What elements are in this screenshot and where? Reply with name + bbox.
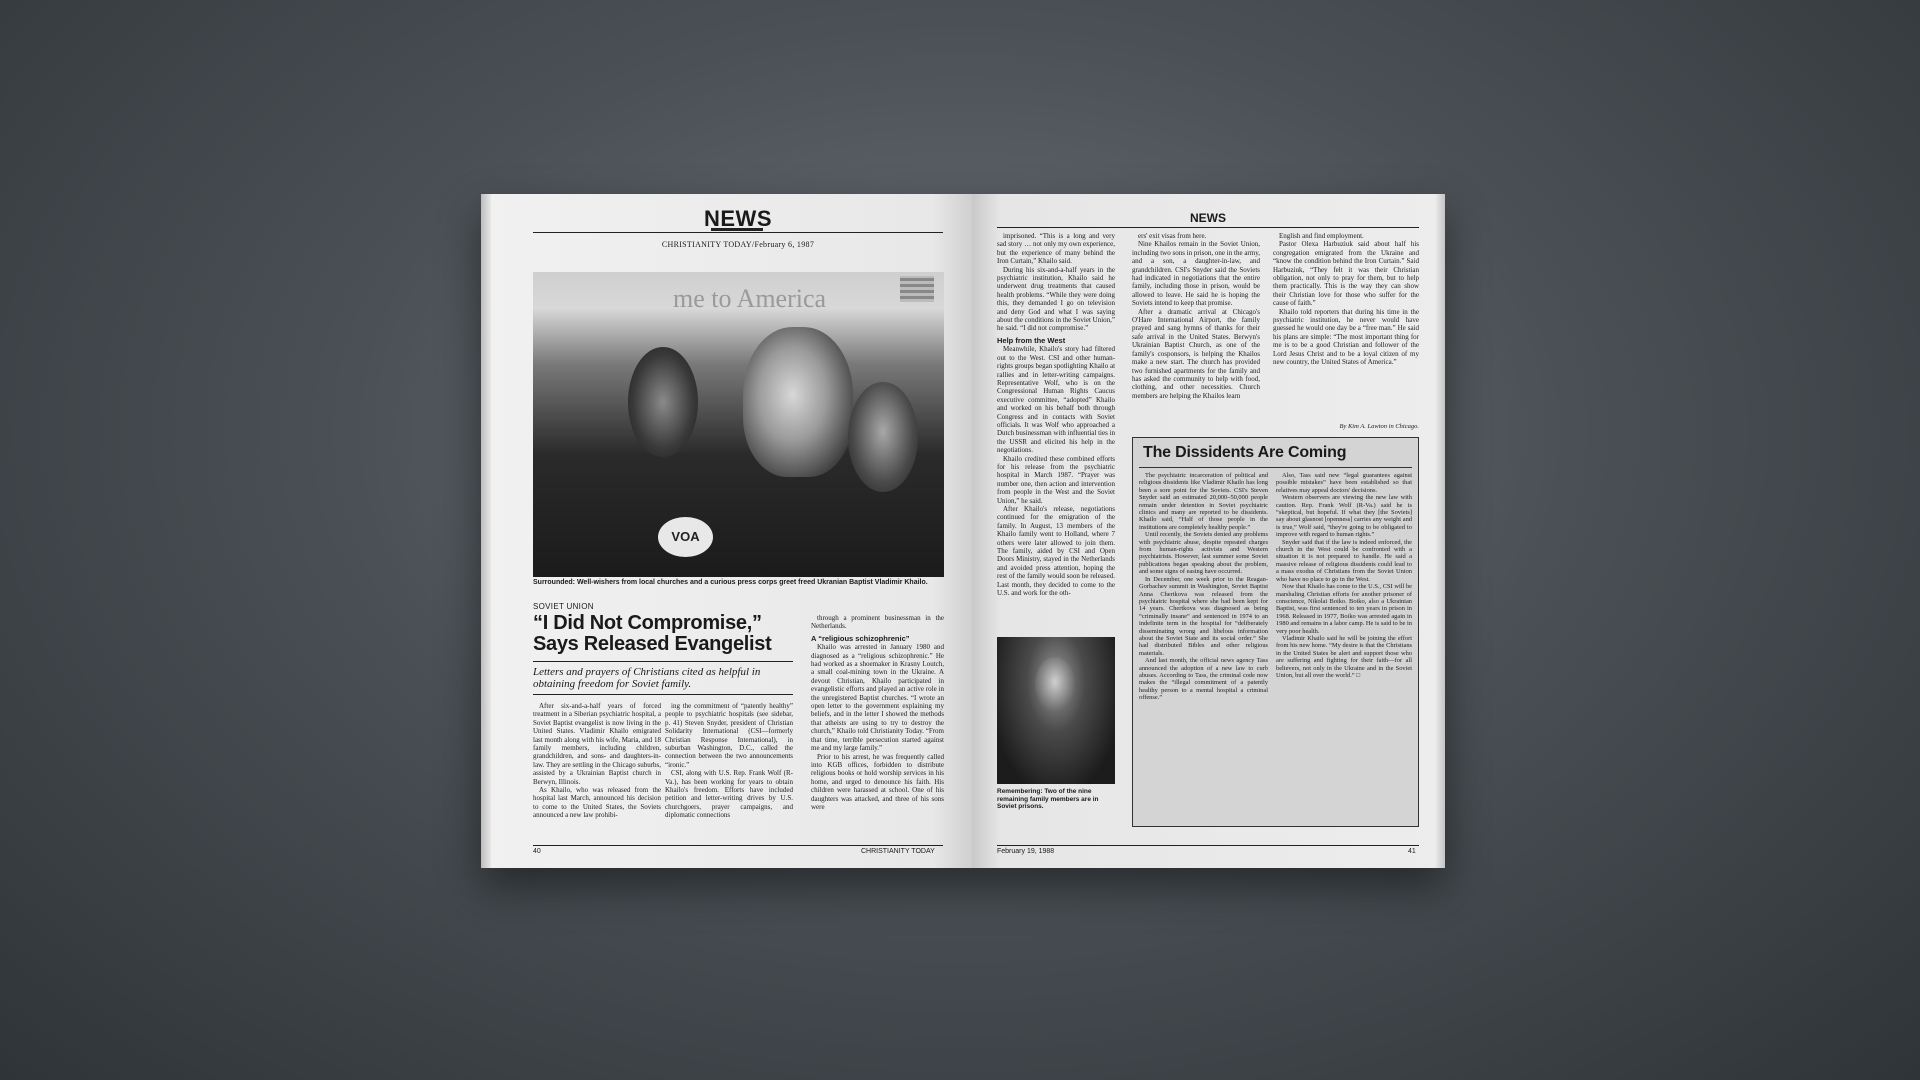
- paragraph: Also, Tass said new “legal guarantees against possible mistakes” have been established so that relatives may appeal doctors' decisions.: [1276, 472, 1412, 494]
- paragraph: Khailo was arrested in January 1980 and diagnosed as a “religious schizophrenic.” He had worked as a shoemaker in Krasny Loutch, a small coal-mining town in the Ukraine. A devout Christian, Khailo participated in evangelistic efforts and played an active role in the unregistered Baptist churches. “I wrote an open letter to the government explaining my beliefs, and in the letter I showed the methods that atheists are using to try to destroy the church,” Khailo told Christianity Today. “From that time, terrible persecution started against me and my large family.”: [811, 643, 944, 753]
- section-head-news: NEWS: [704, 206, 772, 231]
- paragraph: Vladimir Khailo said he will be joining the effort from his new home. “My desire is that the Christians in the United States be alert and support those who are suffering and fighting for their faith—for all believers, not only in the Ukraine and in the Soviet Union, but all over the world.” □: [1276, 634, 1412, 679]
- microphone-icon: VOA: [658, 517, 713, 557]
- deck-rule-bottom: [533, 694, 793, 695]
- paragraph: After six-and-a-half years of forced treatment in a Siberian psychiatric hospital, a Soviet Baptist evangelist is now living in the United States. Vladimir Khailo emigrated last month along with his wife, Maria, and 18 family members, including children, grandchildren, and sons- and daughters-in-law. They are settling in the Chicago suburbs, assisted by a Ukrainian Baptist church in Berwyn, Illinois.: [533, 702, 661, 786]
- sidebar-column-1: [1139, 472, 1268, 702]
- person: [1035, 657, 1075, 712]
- paragraph: Now that Khailo has come to the U.S., CSI will be marshaling Christian efforts for another prisoner of conscience, Nikolai Boiko. Boiko, also a Ukrainian Baptist, was first sentenced to ten years in prison in 1968. Released in 1977, Boiko was arrested again in 1980 and remains in a labor camp. He is said to be in very poor health.: [1276, 583, 1412, 635]
- paragraph: Until recently, the Soviets denied any problems with psychiatric abuse, despite repeated charges from human-rights activists and Western psychiatrists. However, last summer some Soviet publications began speaking about the problem, and some signs of easing have occurred.: [1139, 531, 1268, 576]
- photo-caption: Surrounded: Well-wishers from local churches and a curious press corps greet freed Ukranian Baptist Vladimir Khailo.: [533, 579, 928, 586]
- paragraph: ers' exit visas from here.: [1138, 232, 1207, 240]
- section-head-news: NEWS: [1190, 211, 1226, 225]
- subhead: Help from the West: [997, 335, 1066, 345]
- article-column-2: [665, 702, 793, 820]
- photo-banner-text: me to America: [673, 284, 827, 313]
- sidebar-rule: [1139, 467, 1412, 468]
- paragraph: In December, one week prior to the Reagan-Gorbachev summit in Washington, Soviet Baptist Anna Chertkova was released from the psychiatric hospital where she had been kept for 14 years. Chertkova was diagnosed as being “criminally insane” and sentenced in 1974 to an indefinite term in the hospital for “deliberately disseminating wrong and libelous information about the Soviet State and its social order.” She had distributed Bibles and other religious materials.: [1139, 575, 1268, 657]
- paragraph: As Khailo, who was released from the hospital last March, announced his decision to come to the United States, the Soviets announced a new law prohibi-: [533, 786, 661, 820]
- footer-date: February 19, 1988: [997, 848, 1055, 855]
- sidebar-title: The Dissidents Are Coming: [1143, 444, 1347, 461]
- paragraph: Prior to his arrest, he was frequently called into KGB offices, forbidden to distribute religious books or hold worship services in his home, and urged to denounce his faith. His children were harassed at school. One of his daughters was attacked, and three of his sons were: [811, 752, 944, 811]
- person-right: [848, 382, 918, 492]
- article-column-2: [1132, 232, 1260, 400]
- paragraph: Western observers are viewing the new law with caution. Rep. Frank Wolf (R-Va.) said he is “skeptical, but hopeful. If what they [the Soviets] say about glasnost [openness] carries any weight and is true,” Wolf said, “they're going to be obligated to improve with regard to human rights.”: [1276, 494, 1412, 539]
- paragraph: After Khailo's release, negotiations continued for the emigration of the family. In August, 13 members of the Khailo family went to Holland, where 7 others were later allowed to join them. The family, aided by CSI and Open Doors Ministry, stayed in the Netherlands and avoided press attention, hoping the rest of the family would soon be released. Last month, they decided to come to the U.S. and work for the oth-: [997, 505, 1115, 598]
- dateline: CHRISTIANITY TODAY/February 6, 1987: [661, 240, 815, 249]
- footer-rule: [997, 845, 1419, 846]
- left-page: [481, 194, 972, 868]
- footer-rule: [533, 845, 943, 846]
- paragraph: Nine Khailos remain in the Soviet Union, including two sons in prison, one in the army, and a son, a daughter-in-law, and grandchildren. CSI's Snyder said the Soviets had indicated in negotiations that the entire family, including those in prison, would be allowed to leave. He said he is hoping the Soviets intend to keep that promise.: [1132, 240, 1260, 308]
- paragraph: ing the commitment of “patently healthy” people to psychiatric hospitals (see sidebar, p. 41) Steven Snyder, president of Christian Solidarity International (CSI—formerly Christian Response International), in suburban Washington, D.C., called the connection between the two announcements “ironic.”: [665, 702, 793, 769]
- paragraph: Khailo told reporters that during his time in the psychiatric institution, he never would have guessed he would one day be a “free man.” He said his plans are simple: “The most important thing for me is to be a good Christian and follower of the Lord Jesus Christ and to be a loyal citizen of my new country, the United States of America.”: [1273, 307, 1419, 367]
- article-column-1: [533, 702, 661, 820]
- page-number: 41: [1408, 848, 1416, 855]
- article-column-3: [1273, 232, 1419, 367]
- flag-graphic: [900, 276, 934, 302]
- paragraph: During his six-and-a-half years in the psychiatric institution, Khailo said he underwent drug treatments that caused health problems. “While they were doing this, they demanded I go on television and deny God and what I was saying about the conditions in the Soviet Union,” he said. “I did not compromise.”: [997, 265, 1116, 333]
- sidebar-column-2: [1276, 472, 1412, 679]
- article-column-3: [811, 614, 944, 811]
- page-number: 40: [533, 848, 541, 855]
- magazine-spread: [481, 194, 1445, 868]
- paragraph: Snyder said that if the law is indeed enforced, the church in the West could be confronted with a situation it is not prepared to handle. He said a massive release of religious dissidents could lead to a mass exodus of Christians from the Soviet Union who have no place to go in the West.: [1276, 538, 1412, 583]
- kicker: SOVIET UNION: [533, 602, 594, 611]
- article-column-1: [997, 232, 1115, 597]
- headline: [533, 613, 793, 655]
- right-page: [972, 194, 1445, 868]
- person-left: [628, 347, 698, 457]
- paragraph: Pastor Olexa Harbuziuk said about half his congregation emigrated from the Ukraine and “know the condition behind the Iron Curtain.” Said Harbuziuk, “They felt it was their Christian obligation, not only to pray for them, but to help them practically. This is the way they can show their Christian love for those who suffer for the cause of faith.”: [1273, 240, 1419, 308]
- subhead: A “religious schizophrenic”: [811, 633, 910, 643]
- deck-rule-top: [533, 661, 793, 662]
- paragraph: CSI, along with U.S. Rep. Frank Wolf (R-Va.), has been working for years to obtain Khailo's freedom. Efforts have included petition and letter-writing drives by U.S. churchgoers, prayer campaigns, and diplomatic connections: [665, 769, 793, 820]
- byline: By Kim A. Lawton in Chicago.: [1339, 423, 1419, 430]
- paragraph: Khailo credited these combined efforts for his release from the psychiatric hospital in March 1987. “Prayer was number one, then action and intervention from people in the West and the Soviet Union,” he said.: [997, 454, 1115, 505]
- deck: Letters and prayers of Christians cited as helpful in obtaining freedom for Soviet family.: [533, 666, 761, 690]
- sidebar-box: [1132, 437, 1419, 827]
- lead-photo: [533, 272, 944, 577]
- paragraph: After a dramatic arrival at Chicago's O'Hare International Airport, the family prayed and sang hymns of thanks for their safe arrival in the United States. Berwyn's Ukrainian Baptist Church, as one of the family's cosponsors, is helping the Khailos make a new start. The church has provided two furnished apartments for the family and has asked the community to help with food, clothing, and other necessities. Church members are helping the Khailos learn: [1132, 307, 1260, 400]
- headline-line-1: “I Did Not Compromise,”: [533, 612, 762, 634]
- paragraph: imprisoned. “This is a long and very sad story … not only my own experience, but the experience of many behind the Iron Curtain,” Khailo said.: [997, 232, 1115, 266]
- footer-title: CHRISTIANITY TODAY: [861, 848, 935, 855]
- photo-caption: Remembering: Two of the nine remaining family members are in Soviet prisons.: [997, 788, 1099, 810]
- paragraph: English and find employment.: [1279, 232, 1364, 240]
- section-rule: [997, 227, 1419, 228]
- paragraph: through a prominent businessman in the Netherlands.: [811, 614, 944, 631]
- family-photo: [997, 637, 1115, 784]
- headline-line-2: Says Released Evangelist: [533, 633, 772, 655]
- paragraph: And last month, the official news agency Tass announced the adoption of a new law to curb abuses. According to Tass, the criminal code now makes the “illegal commitment of a patently healthy person to a mental hospital a criminal offense.”: [1139, 657, 1268, 702]
- paragraph: The psychiatric incarceration of political and religious dissidents like Vladimir Khailo has long been a sore point for the Soviets. CSI's Steven Snyder said an estimated 20,000–50,000 people remain under detention in Soviet psychiatric clinics and many are reported to be dissidents. Khailo said, “Half of those people in the institutions are completely healthy people.”: [1139, 472, 1268, 531]
- paragraph: Meanwhile, Khailo's story had filtered out to the West. CSI and other human-rights groups began spotlighting Khailo at rallies and in letter-writing campaigns. Representative Wolf, who is on the Congressional Human Rights Caucus executive committee, “adopted” Khailo and worked on his behalf both through Congress and in contacts with Soviet officials. It was Wolf who approached a Dutch businessman with influential ties in the USSR and elicited his help in the negotiations.: [997, 345, 1116, 455]
- section-rule: [533, 232, 943, 233]
- person-center: [743, 327, 853, 477]
